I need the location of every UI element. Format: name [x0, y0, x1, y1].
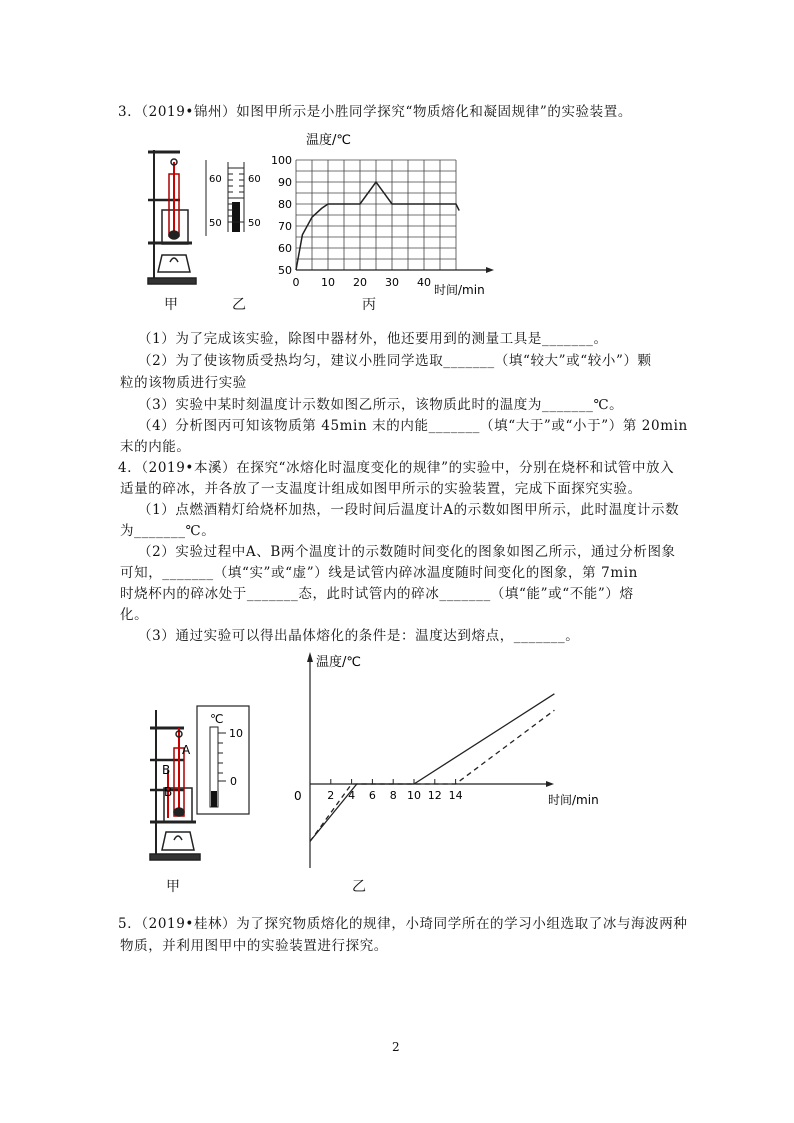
q3-chart-xtick: 10: [321, 276, 335, 289]
q4-chart-solid-line: [310, 694, 554, 842]
q4-chart-xlabel: 时间/min: [548, 793, 599, 807]
q4-temperature-chart: [286, 648, 616, 870]
q3-line-3: 粒的该物质进行实验: [120, 375, 247, 391]
q3-chart-ytick: 70: [278, 220, 292, 233]
q3-line-5: （4）分析图丙可知该物质第 45min 末的内能_______（填“大于”或“小于”）第 20min: [138, 418, 688, 434]
q4-chart-xtick: 6: [368, 789, 376, 802]
q3-chart-ytick: 60: [278, 242, 292, 255]
q3-chart-xtick: 0: [292, 276, 300, 289]
q4-thermometer-zoom: [196, 705, 250, 815]
q3-thermo-upper-right: 60: [248, 174, 261, 185]
q3-fig-label-bing: 丙: [362, 297, 376, 313]
q4-label-a: A: [182, 743, 191, 757]
q3-chart-ytick: 80: [278, 198, 292, 211]
q3-fig-label-yi: 乙: [232, 297, 246, 313]
q4-line-5: （2）实验过程中A、B两个温度计的示数随时间变化的图象如图乙所示，通过分析图象: [138, 544, 676, 560]
q4-line-9: （3）通过实验可以得出晶体熔化的条件是：温度达到熔点，_______。: [138, 628, 580, 644]
q4-fig-label-jia: 甲: [166, 879, 180, 895]
q4-line-2: 适量的碎冰，并各放了一支温度计组成如图甲所示的实验装置，完成下面探究实验。: [120, 481, 642, 497]
q4-chart-origin: 0: [294, 789, 302, 803]
q4-thermo-unit: ℃: [210, 712, 224, 726]
q4-line-6: 可知，_______（填“实”或“虚”）线是试管内碎冰温度随时间变化的图象，第 7min: [120, 565, 638, 581]
q3-line-1: （1）为了完成该实验，除图中器材外，他还要用到的测量工具是_______。: [138, 331, 608, 347]
q4-line-7: 时烧杯内的碎冰处于_______态，此时试管内的碎冰_______（填“能”或“不能”）熔: [120, 586, 634, 602]
q3-fig-label-jia: 甲: [164, 297, 178, 313]
q3-apparatus-figure: [140, 140, 202, 290]
q4-chart-xtick: 14: [448, 789, 463, 802]
q3-chart-xtick: 40: [417, 276, 431, 289]
q4-label-b2: B: [164, 785, 173, 799]
q5-line-1: 5．（2019•桂林）为了探究物质熔化的规律，小琦同学所在的学习小组选取了冰与海波两种: [118, 916, 688, 932]
q4-chart-dashed-line: [310, 710, 554, 841]
q3-line-2: （2）为了使该物质受热均匀，建议小胜同学选取_______（填“较大”或“较小”）颗: [138, 353, 652, 369]
q3-thermo-lower-left: 50: [209, 218, 222, 229]
q4-line-3: （1）点燃酒精灯给烧杯加热，一段时间后温度计A的示数如图甲所示，此时温度计示数: [138, 502, 680, 518]
q3-temperature-chart: [268, 128, 498, 296]
q4-label-b: B: [162, 763, 171, 777]
q4-line-4: 为_______℃。: [120, 523, 216, 539]
q4-chart-xtick: 12: [427, 789, 442, 802]
q3-chart-xlabel: 时间/min: [434, 283, 485, 296]
q4-chart-x-arrow: [546, 781, 554, 787]
q3-line-4: （3）实验中某时刻温度计示数如图乙所示，该物质此时的温度为_______℃。: [138, 397, 624, 413]
q3-chart-ylabel: 温度/℃: [306, 133, 351, 148]
q3-chart-ytick: 90: [278, 176, 292, 189]
q3-chart-xtick: 30: [385, 276, 399, 289]
q4-chart-y-arrow: [307, 652, 313, 662]
q4-line-8: 化。: [120, 607, 149, 623]
q3-chart-ytick: 100: [271, 154, 292, 167]
q5-line-2: 物质，并利用图甲中的实验装置进行探究。: [120, 938, 388, 954]
q4-line-1: 4．（2019•本溪）在探究“冰熔化时温度变化的规律”的实验中，分别在烧杯和试管中放入: [118, 460, 675, 476]
q4-chart-xtick: 10: [407, 789, 421, 802]
q3-line-6: 末的内能。: [120, 439, 191, 455]
q4-thermo-lower: 0: [230, 775, 237, 788]
q4-thermo-upper: 10: [229, 727, 243, 740]
q4-chart-ylabel: 温度/℃: [316, 655, 361, 670]
q3-chart-xtick: 20: [353, 276, 367, 289]
q3-chart-ytick: 50: [278, 264, 292, 277]
q4-fig-label-yi: 乙: [352, 879, 366, 895]
q4-chart-xtick: 4: [348, 789, 356, 802]
q3-thermometer-scale: [200, 160, 266, 236]
q3-thermo-upper-left: 60: [209, 174, 222, 185]
q4-chart-xtick: 2: [327, 789, 335, 802]
q3-thermo-lower-right: 50: [248, 218, 261, 229]
q3-chart-x-arrow: [486, 267, 494, 273]
q4-chart-xtick: 8: [389, 789, 397, 802]
q3-header: 3．（2019•锦州）如图甲所示是小胜同学探究“物质熔化和凝固规律”的实验装置。: [118, 104, 632, 120]
page-number: 2: [392, 1040, 400, 1054]
